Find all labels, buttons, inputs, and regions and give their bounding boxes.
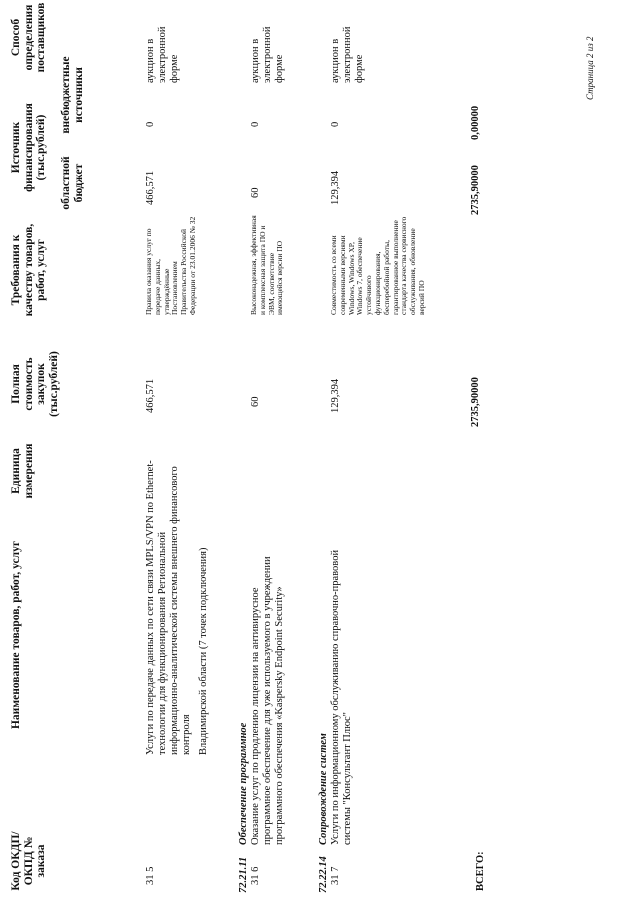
header-total-cost: Полная стоимость закупок (тыс.рублей): [10, 351, 60, 417]
row-requirements: Правила оказания услуг по передаче данных, утверждённые Постановлением Правительства Российской Федерации от 23.01.2006 № 32: [144, 216, 197, 315]
row-name-extra: Владимирской области (7 точек подключения): [198, 547, 209, 755]
page-number: Страница 2 из 2: [585, 36, 595, 100]
header-financing: Источник финансирования (тыс.рублей): [10, 103, 47, 192]
totals-regional-budget: 2735,90000: [470, 165, 481, 215]
row-extra-budget: 0: [250, 121, 261, 127]
totals-total-cost: 2735,90000: [470, 377, 481, 427]
row-name: Услуги по информационному обслуживанию справочно-правовой системы "Консультант Плюс": [330, 549, 353, 845]
header-requirements: Требования к качеству товаров, работ, услуг: [10, 223, 47, 317]
row-requirements: Высоконадежная, эффективная и комплексная защита ПО и ЭВМ, соответствие имеющейся версии ПО: [249, 215, 285, 315]
group-code: 72.22.14: [318, 856, 329, 893]
group-code: 72.21.11: [238, 856, 249, 893]
row-method: аукцион в электронной форме: [250, 26, 285, 83]
row-regional-budget: 129,394: [330, 170, 341, 205]
row-requirements: Совместимость со всеми современными версиями Windows, Windows XP, Windows 7, обеспечение устойчивого функционирования, бесперебойной работы, гарантированное выполнение стандарта качества сервисного обслуживания, обновление версий ПО: [329, 216, 426, 315]
row-total-cost: 60: [250, 396, 261, 407]
header-code: Код ОКДП/ ОКПД № заказа: [10, 831, 47, 891]
row-extra-budget: 0: [330, 121, 341, 127]
totals-extra-budget: 0,00000: [470, 105, 481, 140]
row-code: 31 6: [250, 866, 261, 885]
row-name: Оказание услуг по продлению лицензии на антивирусное программное обеспечение для уже используемого в учреждении программного обеспечения «Kaspersky Endpoint Security»: [250, 556, 285, 845]
group-name: Обеспечение программное: [238, 722, 249, 845]
row-method: аукцион в электронной форме: [145, 26, 180, 83]
totals-label: ВСЕГО:: [475, 851, 486, 891]
row-regional-budget: 466,571: [145, 170, 156, 205]
header-unit: Единица измерения: [10, 443, 35, 499]
row-method: аукцион в электронной форме: [330, 26, 365, 83]
row-total-cost: 129,394: [330, 378, 341, 413]
row-code: 31 5: [145, 866, 156, 885]
row-extra-budget: 0: [145, 121, 156, 127]
row-total-cost: 466,571: [145, 378, 156, 413]
row-code: 31 7: [330, 866, 341, 885]
group-name: Сопровождение систем: [318, 733, 329, 845]
header-regional-budget: областной бюджет: [60, 156, 85, 210]
header-extra-budget: внебюджетные источники: [60, 56, 85, 134]
header-method: Способ определения поставщиков: [10, 2, 47, 73]
row-regional-budget: 60: [250, 187, 261, 198]
row-name: Услуги по передаче данных по сети связи MPLS/VPN по Ethernet-технологии для функционирования Региональной информационно-аналитической системы внешнего финансового контроля: [145, 460, 192, 755]
header-name: Наименование товаров, работ, услуг: [10, 540, 22, 730]
